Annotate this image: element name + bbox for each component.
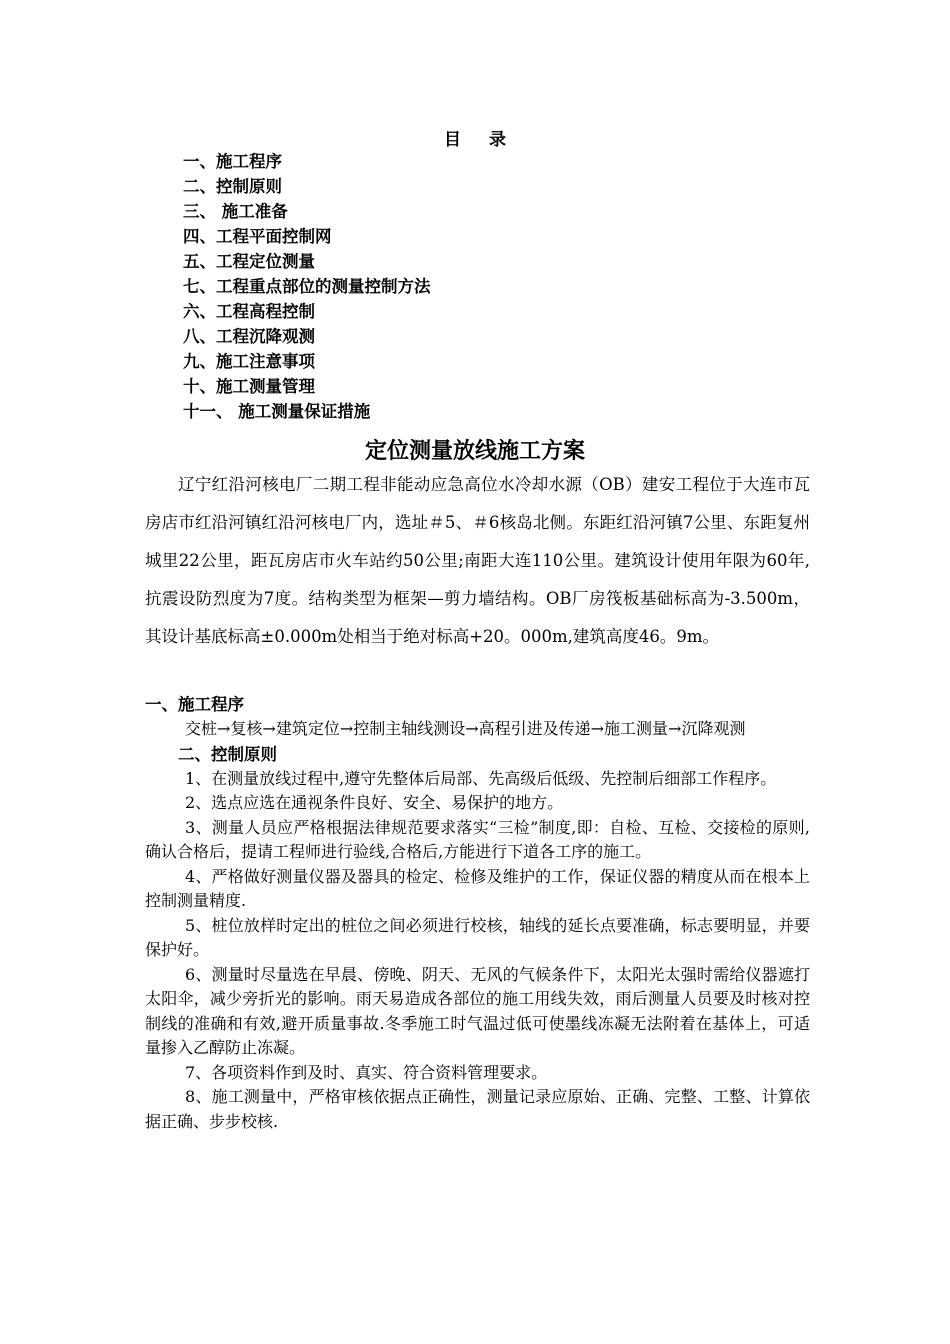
toc-item: 一、施工程序 bbox=[183, 152, 282, 171]
section-heading-procedure: 一、施工程序 bbox=[145, 695, 244, 714]
toc-item: 十、施工测量管理 bbox=[183, 377, 315, 396]
principle-item: 1、在测量放线过程中,遵守先整体后局部、先高级后低级、先控制后细部工作程序。 bbox=[185, 768, 777, 788]
toc-item: 九、施工注意事项 bbox=[183, 352, 315, 371]
principle-item: 6、测量时尽量选在早晨、傍晚、阴天、无风的气候条件下，太阳光太强时需给仪器遮打太阳伞，减少旁折光的影响。雨天易造成各部位的施工用线失效，雨后测量人员要及时核对控制线的准确和有效,避开质量事故.冬季施工时气温过低可使墨线冻凝无法附着在基体上，可适量掺入乙醇防止冻凝。 bbox=[145, 964, 810, 1057]
table-of-contents bbox=[183, 149, 431, 424]
toc-title-right: 录 bbox=[489, 130, 506, 150]
intro-section bbox=[145, 466, 810, 656]
principle-item: 4、严格做好测量仪器及器具的检定、检修及维护的工作，保证仪器的精度从而在根本上控制测量精度. bbox=[145, 866, 810, 910]
intro-paragraph: 辽宁红沿河核电厂二期工程非能动应急高位水冷却水源（OB）建安工程位于大连市瓦房店市红沿河镇红沿河核电厂内，选址＃5、＃6核岛北侧。东距红沿河镇7公里、东距复州城里22公里，距瓦房店市火车站约50公里;南距大连110公里。建筑设计使用年限为60年,抗震设防烈度为7度。结构类型为框架—剪力墙结构。OB厂房筏板基础标高为-3.500m，其设计基底标高±0.000m处相当于绝对标高+20。000m,建筑高度46。9m。 bbox=[145, 475, 810, 646]
principle-item: 5、桩位放样时定出的桩位之间必须进行校核，轴线的延长点要准确，标志要明显，并要保护好。 bbox=[145, 915, 810, 959]
toc-title bbox=[0, 125, 950, 150]
toc-item: 十一、 施工测量保证措施 bbox=[183, 402, 371, 421]
procedure-paragraph: 交桩→复核→建筑定位→控制主轴线测设→高程引进及传递→施工测量→沉降观测 bbox=[185, 719, 746, 738]
principle-item: 2、选点应选在通视条件良好、安全、易保护的地方。 bbox=[185, 793, 564, 812]
toc-item: 八、工程沉降观测 bbox=[183, 327, 315, 346]
body-section bbox=[145, 692, 810, 1134]
principle-item: 7、各项资料作到及时、真实、符合资料管理要求。 bbox=[185, 1062, 548, 1082]
toc-item: 六、工程高程控制 bbox=[183, 302, 315, 321]
principle-item: 8、施工测量中，严格审核依据点正确性，测量记录应原始、正确、完整、工整、计算依据正确、步步校核. bbox=[145, 1087, 810, 1131]
toc-title-left: 目 bbox=[444, 130, 461, 150]
toc-item: 七、工程重点部位的测量控制方法 bbox=[183, 277, 431, 296]
toc-item: 三、 施工准备 bbox=[183, 202, 288, 221]
toc-item: 二、控制原则 bbox=[183, 177, 282, 196]
toc-item: 五、工程定位测量 bbox=[183, 252, 315, 271]
principle-item: 3、测量人员应严格根据法律规范要求落实“三检”制度,即：自检、互检、交接检的原则,确认合格后，提请工程师进行验线,合格后,方能进行下道各工序的施工。 bbox=[145, 817, 810, 861]
section-heading-principles: 二、控制原则 bbox=[178, 744, 277, 764]
toc-item: 四、工程平面控制网 bbox=[183, 227, 332, 246]
document-title: 定位测量放线施工方案 bbox=[364, 438, 585, 464]
